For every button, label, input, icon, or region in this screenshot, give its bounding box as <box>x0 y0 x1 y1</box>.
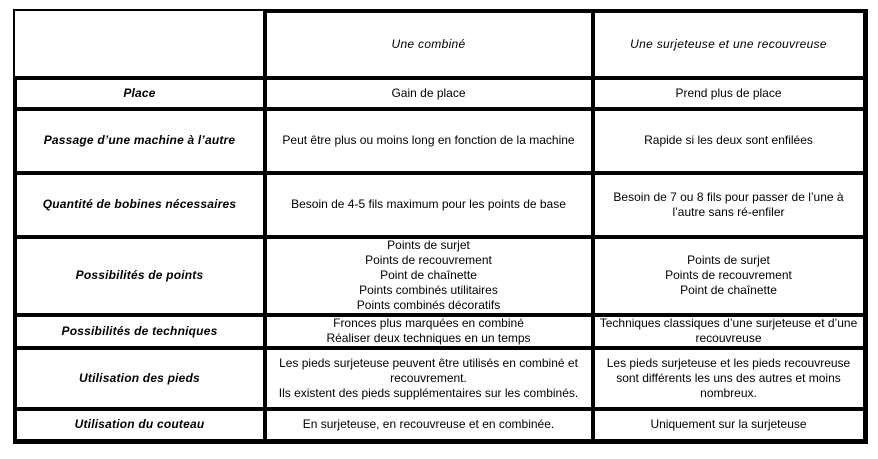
table-row <box>15 109 865 173</box>
cell-text: Prend plus de place <box>675 85 782 100</box>
cell-combine <box>265 109 593 173</box>
header-corner-cell <box>15 11 265 78</box>
header-surjeteuse-recouvreuse: Une surjeteuse et une recouvreuse <box>593 11 865 78</box>
cell-surjeteuse <box>593 173 865 237</box>
cell-text: Points de surjet <box>387 238 470 252</box>
cell-text: Points combinés décoratifs <box>356 298 501 312</box>
cell-surjeteuse <box>593 78 865 109</box>
cell-text: Besoin de 4-5 fils maximum pour les points de base <box>291 197 566 211</box>
table-row <box>15 237 865 315</box>
cell-surjeteuse <box>593 348 865 409</box>
cell-text: Point de chaînette <box>680 283 777 297</box>
cell-text: Les pieds surjeteuse peuvent être utilisés en combiné et recouvrement. <box>279 355 578 385</box>
cell-combine <box>265 78 593 109</box>
cell-combine <box>265 237 593 315</box>
table-row <box>15 409 865 441</box>
cell-combine <box>265 409 593 441</box>
cell-text: Ils existent des pieds supplémentaires sur les combinés. <box>278 385 579 400</box>
header-combine: Une combiné <box>265 11 593 78</box>
cell-text: Besoin de 7 ou 8 fils pour passer de l’une à l’autre sans ré-enfiler <box>613 189 844 219</box>
cell-text: Points de surjet <box>687 253 770 267</box>
cell-combine <box>265 348 593 409</box>
cell-text: Fronces plus marquées en combiné <box>333 316 524 330</box>
table-row <box>15 348 865 409</box>
row-label-bobines: Quantité de bobines nécessaires <box>15 173 265 237</box>
cell-surjeteuse <box>593 315 865 348</box>
row-label-place: Place <box>15 78 265 109</box>
cell-text: Gain de place <box>391 85 466 100</box>
cell-text: Points combinés utilitaires <box>359 283 498 297</box>
table-row <box>15 173 865 237</box>
row-label-pieds: Utilisation des pieds <box>15 348 265 409</box>
table-row <box>15 78 865 109</box>
table-row <box>15 315 865 348</box>
cell-text: Rapide si les deux sont enfilées <box>644 133 813 147</box>
row-label-points: Possibilités de points <box>15 237 265 315</box>
cell-text: Uniquement sur la surjeteuse <box>650 417 807 431</box>
cell-text: Points de recouvrement <box>665 268 792 282</box>
cell-surjeteuse <box>593 237 865 315</box>
cell-text: Points de recouvrement <box>365 253 492 267</box>
cell-text: En surjeteuse, en recouvreuse et en combinée. <box>302 417 555 431</box>
cell-surjeteuse <box>593 409 865 441</box>
cell-surjeteuse <box>593 109 865 173</box>
cell-text: Peut être plus ou moins long en fonction de la machine <box>282 133 575 147</box>
cell-combine <box>265 315 593 348</box>
cell-text: Point de chaînette <box>380 268 477 282</box>
comparison-table <box>13 9 868 444</box>
cell-text: Réaliser deux techniques en un temps <box>326 331 531 345</box>
row-label-passage: Passage d’une machine à l’autre <box>15 109 265 173</box>
cell-text: Les pieds surjeteuse et les pieds recouvreuse sont différents les uns des autres et moins nombreux. <box>606 355 851 400</box>
row-label-techniques: Possibilités de techniques <box>15 315 265 348</box>
cell-combine <box>265 173 593 237</box>
row-label-couteau: Utilisation du couteau <box>15 409 265 441</box>
cell-text: Techniques classiques d’une surjeteuse et d’une recouvreuse <box>599 316 858 345</box>
header-row <box>15 11 865 78</box>
